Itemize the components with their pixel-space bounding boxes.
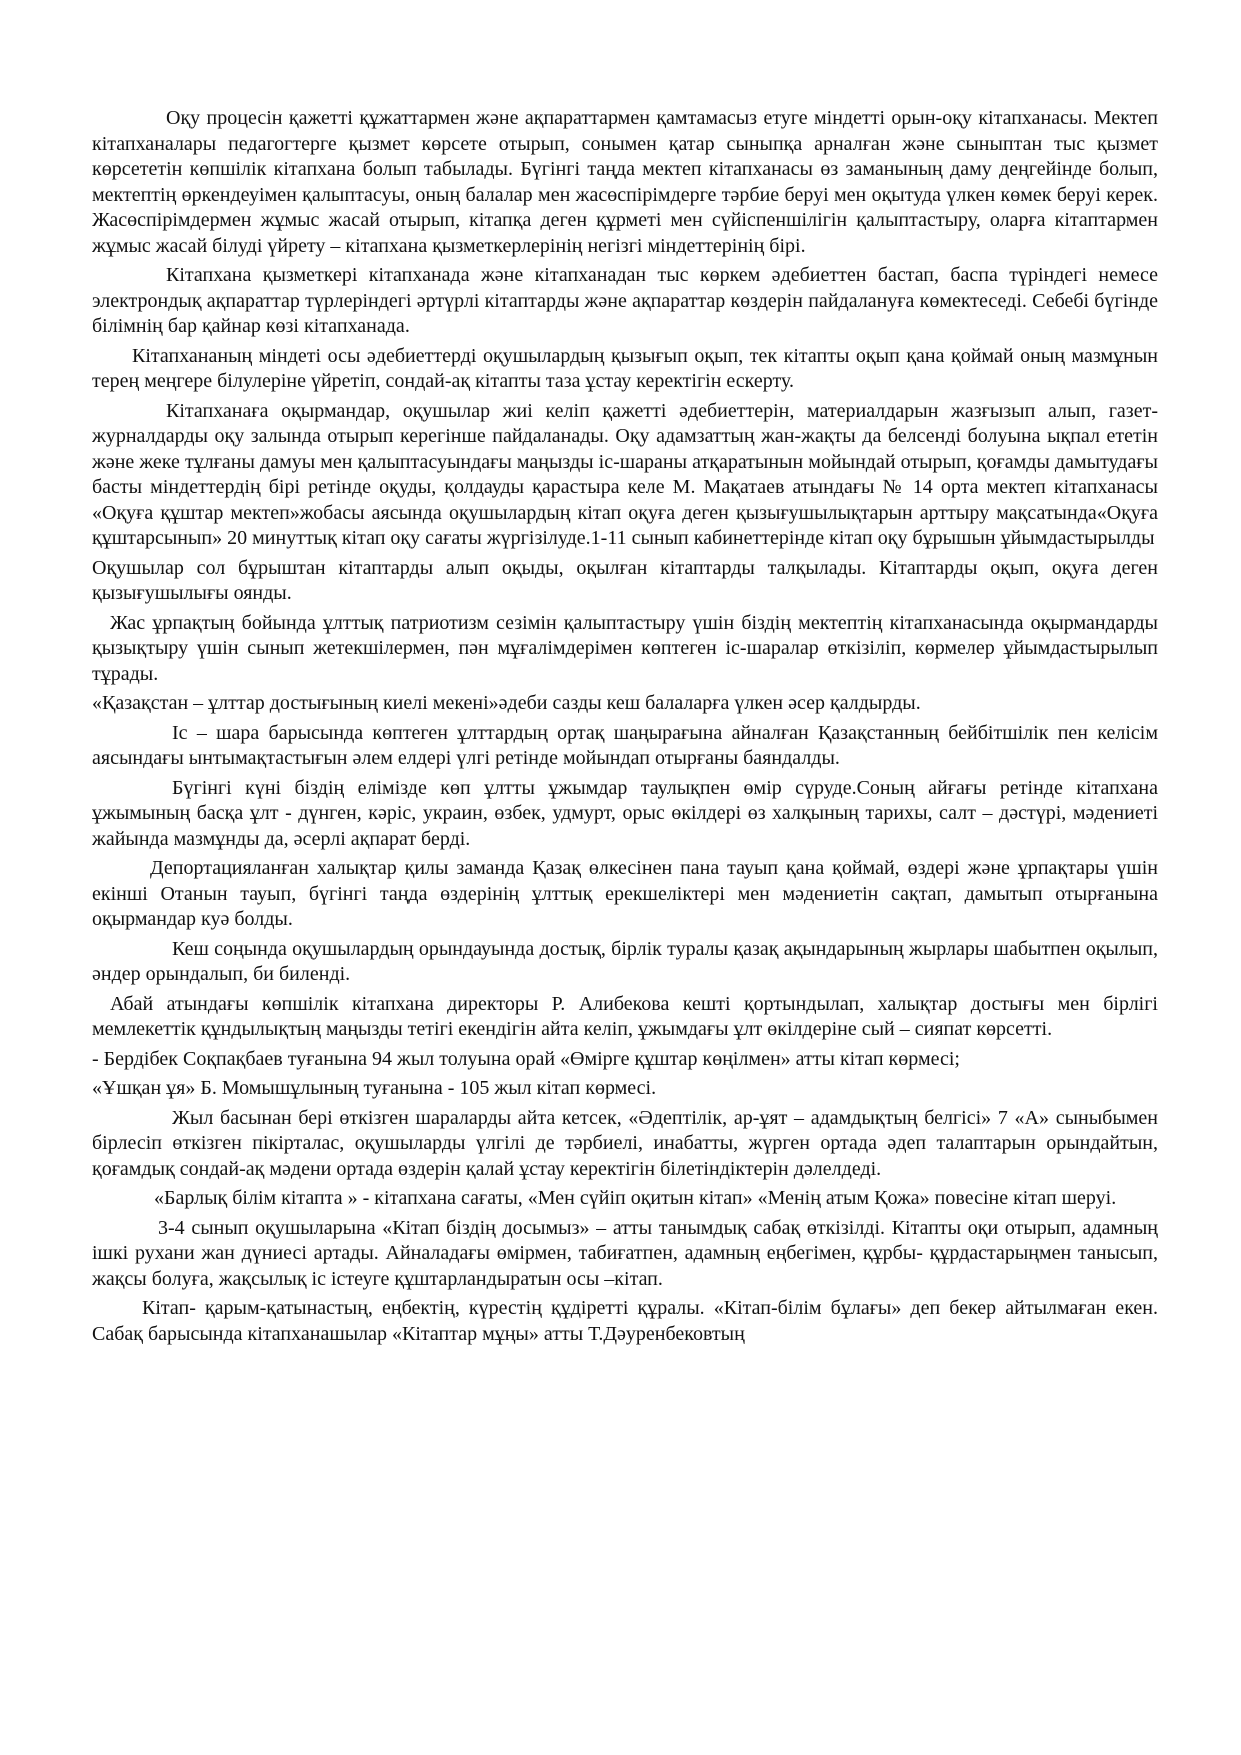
paragraph-reading-project: Кітапханаға оқырмандар, оқушылар жиі келіп қажетті әдебиеттерін, материалдарын жазғызып алып, газет- журналдарды оқу залында отырып керегінше пайдаланады. Оқу адамзаттың жан-жақты да белсенді болуына ықпал ететін және жеке тұлғаны дамуы мен қалыптасуындағы маңызды іс-шараны атқаратынын мойындай отырып, қоғамды дамытудағы басты міндеттердің бірі ретінде оқуды, қолдауды қарастыра келе М. Мақатаев атындағы № 14 орта мектеп кітапханасы «Оқуға құштар мектеп»жобасы аясында оқушылардың кітап оқуға деген қызығушылықтарын арттыру мақсатында«Оқуға құштарсынып» 20 минуттық кітап оқу сағаты жүргізілуде.1-11 сынып кабинеттерінде кітап оқу бұрышын ұйымдастырылды <box>92 399 1158 549</box>
paragraph-exhibition-soqpaqbaev: - Бердібек Соқпақбаев туғанына 94 жыл толуына орай «Өмірге құштар көңілмен» атты кітап көрмесі; <box>92 1047 960 1070</box>
paragraph-friendship-evening: «Қазақстан – ұлттар достығының киелі мекені»әдеби сазды кеш балаларға үлкен әсер қалдырды. <box>92 692 921 714</box>
paragraph-librarian-help: Кітапхана қызметкері кітапханада және кітапханадан тыс көркем әдебиеттен бастап, баспа түріндегі немесе электрондық ақпараттар түрлеріндегі әртүрлі кітаптарды және ақпараттар көздерін пайдалануға көмектеседі. Себебі бүгінде білімнің бар қайнар көзі кітапханада. <box>92 264 1158 337</box>
paragraph-book-tool: Кітап- қарым-қатынастың, еңбектің, күрестің құдіретті құралы. «Кітап-білім бұлағы» деп бекер айтылмаған екен. Сабақ барысында кітапханашылар «Кітаптар мұңы» атты Т.Дәуренбековтың <box>92 1297 1158 1345</box>
paragraph-library-task: Кітапхананың міндеті осы әдебиеттерді оқушылардың қызығып оқып, тек кітапты оқып қана қоймай оның мазмұнын терең меңгере білулеріне үйретіп, сондай-ақ кітапты таза ұстау керектігін ескерту. <box>92 344 1158 392</box>
paragraph-deportation: Депортацияланған халықтар қилы заманда Қазақ өлкесінен пана тауып қана қоймай, өздері және ұрпақтары үшін екінші Отанын тауып, бүгінгі таңда өздерінің ұлттық ерекшеліктері мен мәдениетін сақтап, дамытып отырғанына оқырмандар куә болды. <box>92 857 1158 930</box>
paragraph-nations: Бүгінгі күні біздің елімізде көп ұлтты ұжымдар таулықпен өмір сүруде.Соның айғағы ретінде кітапхана ұжымының басқа ұлт - дүнген, кәріс, украин, өзбек, удмурт, орыс өкілдері өз халқының тарихы, салт – дәстүрі, мәдениеті жайында мазмұнды да, әсерлі ақпарат берді. <box>92 776 1158 850</box>
paragraph-event-summary: Іс – шара барысында көптеген ұлттардың ортақ шаңырағына айналған Қазақстанның бейбітшілік пен келісім аясындағы ынтымақтастығын әлем елдері үлгі ретінде мойындап отырғаны баяндалды. <box>92 721 1158 769</box>
paragraph-library-purpose: Оқу процесін қажетті құжаттармен және ақпараттармен қамтамасыз етуге міндетті орын-оқу кітапханасы. Мектеп кітапханалары педагогтерге қызмет көрсете отырып, сонымен қатар сыныпқа арналған және сыныптан тыс қызмет көрсететін көпшілік кітапхана болып табылады. Бүгінгі таңда мектеп кітапханасы өз заманының даму деңгейінде болып, мектептің өркендеуімен қалыптасуы, оның балалар мен жасөспірімдерге тәрбие беруі мен оқытуда үлкен көмек беруі керек. Жасөспірімдермен жұмыс жасай отырып, кітапқа деген құрметі мен сүйіспеншілігін қалыптастыру, оларға кітаптармен жұмыс жасай білуді үйрету – кітапхана қызметкерлерінің негізгі міндеттерінің бірі. <box>92 107 1158 257</box>
paragraph-reading-corner: Оқушылар сол бұрыштан кітаптарды алып оқыды, оқылған кітаптарды талқылады. Кітаптарды оқып, оқуға деген қызығушылығы оянды. <box>92 556 1158 604</box>
paragraph-lesson: 3-4 сынып оқушыларына «Кітап біздің досымыз» – атты танымдық сабақ өткізілді. Кітапты оқи отырып, адамның ішкі рухани жан дүниесі артады. Айналадағы өмірмен, табиғатпен, адамның еңбегімен, құрбы- құрдастарыңмен танысып, жақсы болуға, жақсылық іс істеуге құштарландыратын осы –кітап. <box>92 1216 1158 1290</box>
paragraph-exhibition-momyshuly: «Ұшқан ұя» Б. Момышұлының туғанына - 105 жыл кітап көрмесі. <box>92 1077 657 1099</box>
paragraph-director: Абай атындағы көпшілік кітапхана директоры Р. Алибекова кешті қортындылап, халықтар достығы мен бірлігі мемлекеттік құндылықтың маңызды тетігі екендігін айта келіп, ұжымдағы ұлт өкілдеріне сый – сияпат көрсетті. <box>92 992 1158 1040</box>
paragraph-library-hour: «Барлық білім кітапта » - кітапхана сағаты, «Мен сүйіп оқитын кітап» «Менің атым Қожа» повесіне кітап шеруі. <box>154 1187 1117 1209</box>
document-page <box>92 106 1158 1351</box>
paragraph-evening-end: Кеш соңында оқушылардың орындауында достық, бірлік туралы қазақ ақындарының жырлары шабытпен оқылып, әндер орындалып, би биленді. <box>92 937 1158 985</box>
paragraph-debate: Жыл басынан бері өткізген шараларды айта кетсек, «Әдептілік, ар-ұят – адамдықтың белгісі» 7 «А» сыныбымен бірлесіп өткізген пікірталас, оқушыларды үлгілі де тәрбиелі, инабатты, жүрген ортада әдеп талаптарын орындайтын, қоғамдық сондай-ақ мәдени ортада өздерін қалай ұстау керектігін білетіндіктерін дәлелдеді. <box>92 1106 1158 1180</box>
paragraph-patriotism: Жас ұрпақтың бойында ұлттық патриотизм сезімін қалыптастыру үшін біздің мектептің кітапханасында оқырмандарды қызықтыру үшін сынып жетекшілермен, пән мұғалімдерімен көптеген іс-шаралар өткізіліп, көрмелер ұйымдастырылып тұрады. <box>92 611 1158 685</box>
